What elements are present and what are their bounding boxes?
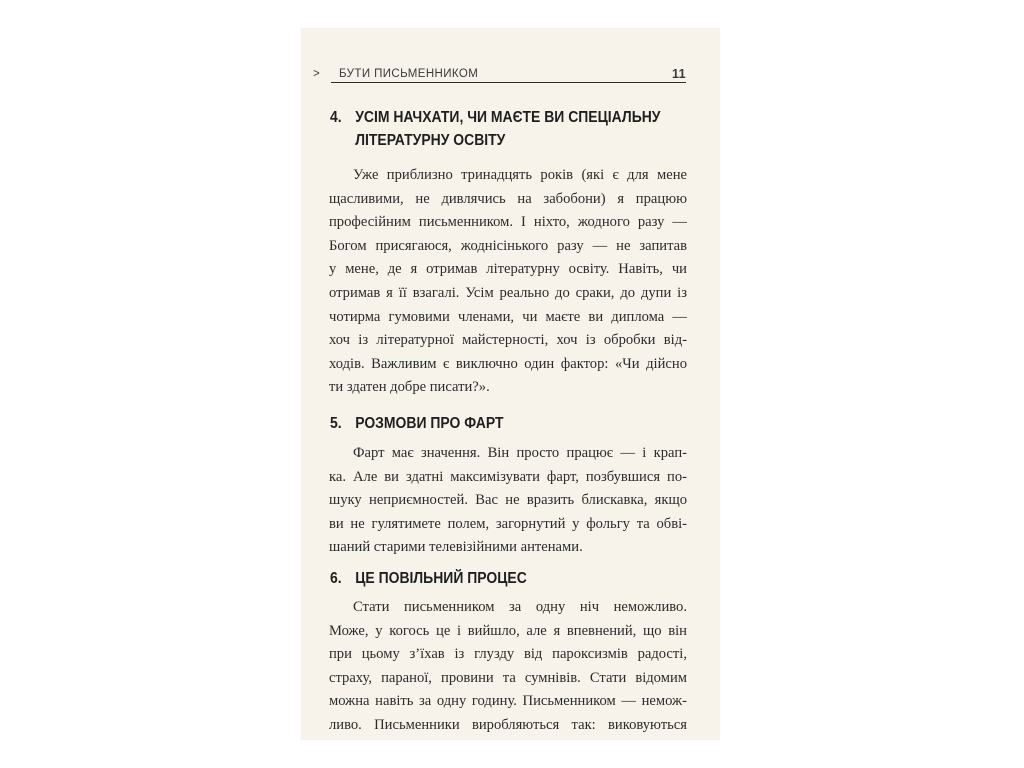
section-number: 6. — [330, 570, 342, 587]
header-divider — [331, 82, 686, 83]
section-title-line: РОЗМОВИ ПРО ФАРТ — [355, 415, 504, 432]
text-line: чотирма гумовими членами, чи маєте ви диплома — — [329, 308, 687, 325]
text-line: шуку неприємностей. Вас не вразить блискавка, якщо — [329, 492, 687, 509]
text-line: Стати письменником за одну ніч неможливо. — [353, 599, 687, 615]
section-4-body — [329, 164, 687, 400]
text-line: отримав я її взагалі. Усім реально до сраки, до дупи із — [329, 284, 687, 301]
text-line: Може, у когось це і вийшло, але я впевнений, що він — [329, 622, 687, 639]
text-line: хоч із літературної майстерності, хоч із обробки від- — [329, 332, 687, 349]
text-line: ви не гулятимете полем, загорнутий у фольгу та обві- — [329, 515, 687, 532]
chevron-right-icon: > — [313, 68, 321, 80]
section-6-body — [329, 596, 687, 738]
text-line: ходів. Важливим є виключно один фактор: «Чи дійсно — [329, 355, 687, 372]
section-title-line: ЛІТЕРАТУРНУ ОСВІТУ — [355, 132, 506, 149]
text-line: шаний старими телевізійними антенами. — [329, 539, 583, 556]
text-line: ти здатен добре писати?». — [329, 379, 490, 396]
section-title-line: УСІМ НАЧХАТИ, ЧИ МАЄТЕ ВИ СПЕЦІАЛЬНУ — [355, 109, 661, 126]
text-line: у мене, де я отримав літературну освіту. Навіть, чи — [329, 261, 687, 278]
text-line: професійним письменником. І ніхто, жодного разу — — [329, 214, 687, 231]
page-number: 11 — [671, 67, 686, 81]
text-line: Уже приблизно тринадцять років (які є для мене — [353, 167, 687, 183]
text-line: ка. Але ви здатні максимізувати фарт, позбувшися по- — [329, 468, 687, 485]
text-line: Фарт має значення. Він просто працює — і крап- — [353, 445, 687, 461]
book-page — [301, 28, 720, 740]
text-line: ливо. Письменники виробляються так: виковуються — [329, 716, 687, 733]
text-line: можна навіть за одну годину. Письменником — немож- — [329, 693, 687, 710]
running-head-title: БУТИ ПИСЬМЕННИКОМ — [339, 68, 479, 80]
text-line: щасливими, не дивлячись на забобони) я працюю — [329, 190, 687, 207]
text-line: страху, параної, провини та сумнівів. Стати відомим — [329, 669, 687, 686]
section-number: 5. — [330, 415, 342, 432]
text-line: Богом присягаюся, жоднісінького разу — не запитав — [329, 237, 687, 254]
text-line: при цьому з’їхав із глузду від пароксизмів радості, — [329, 646, 687, 663]
section-5-body — [329, 442, 687, 560]
section-title-line: ЦЕ ПОВІЛЬНИЙ ПРОЦЕС — [355, 570, 527, 587]
section-number: 4. — [330, 109, 342, 126]
